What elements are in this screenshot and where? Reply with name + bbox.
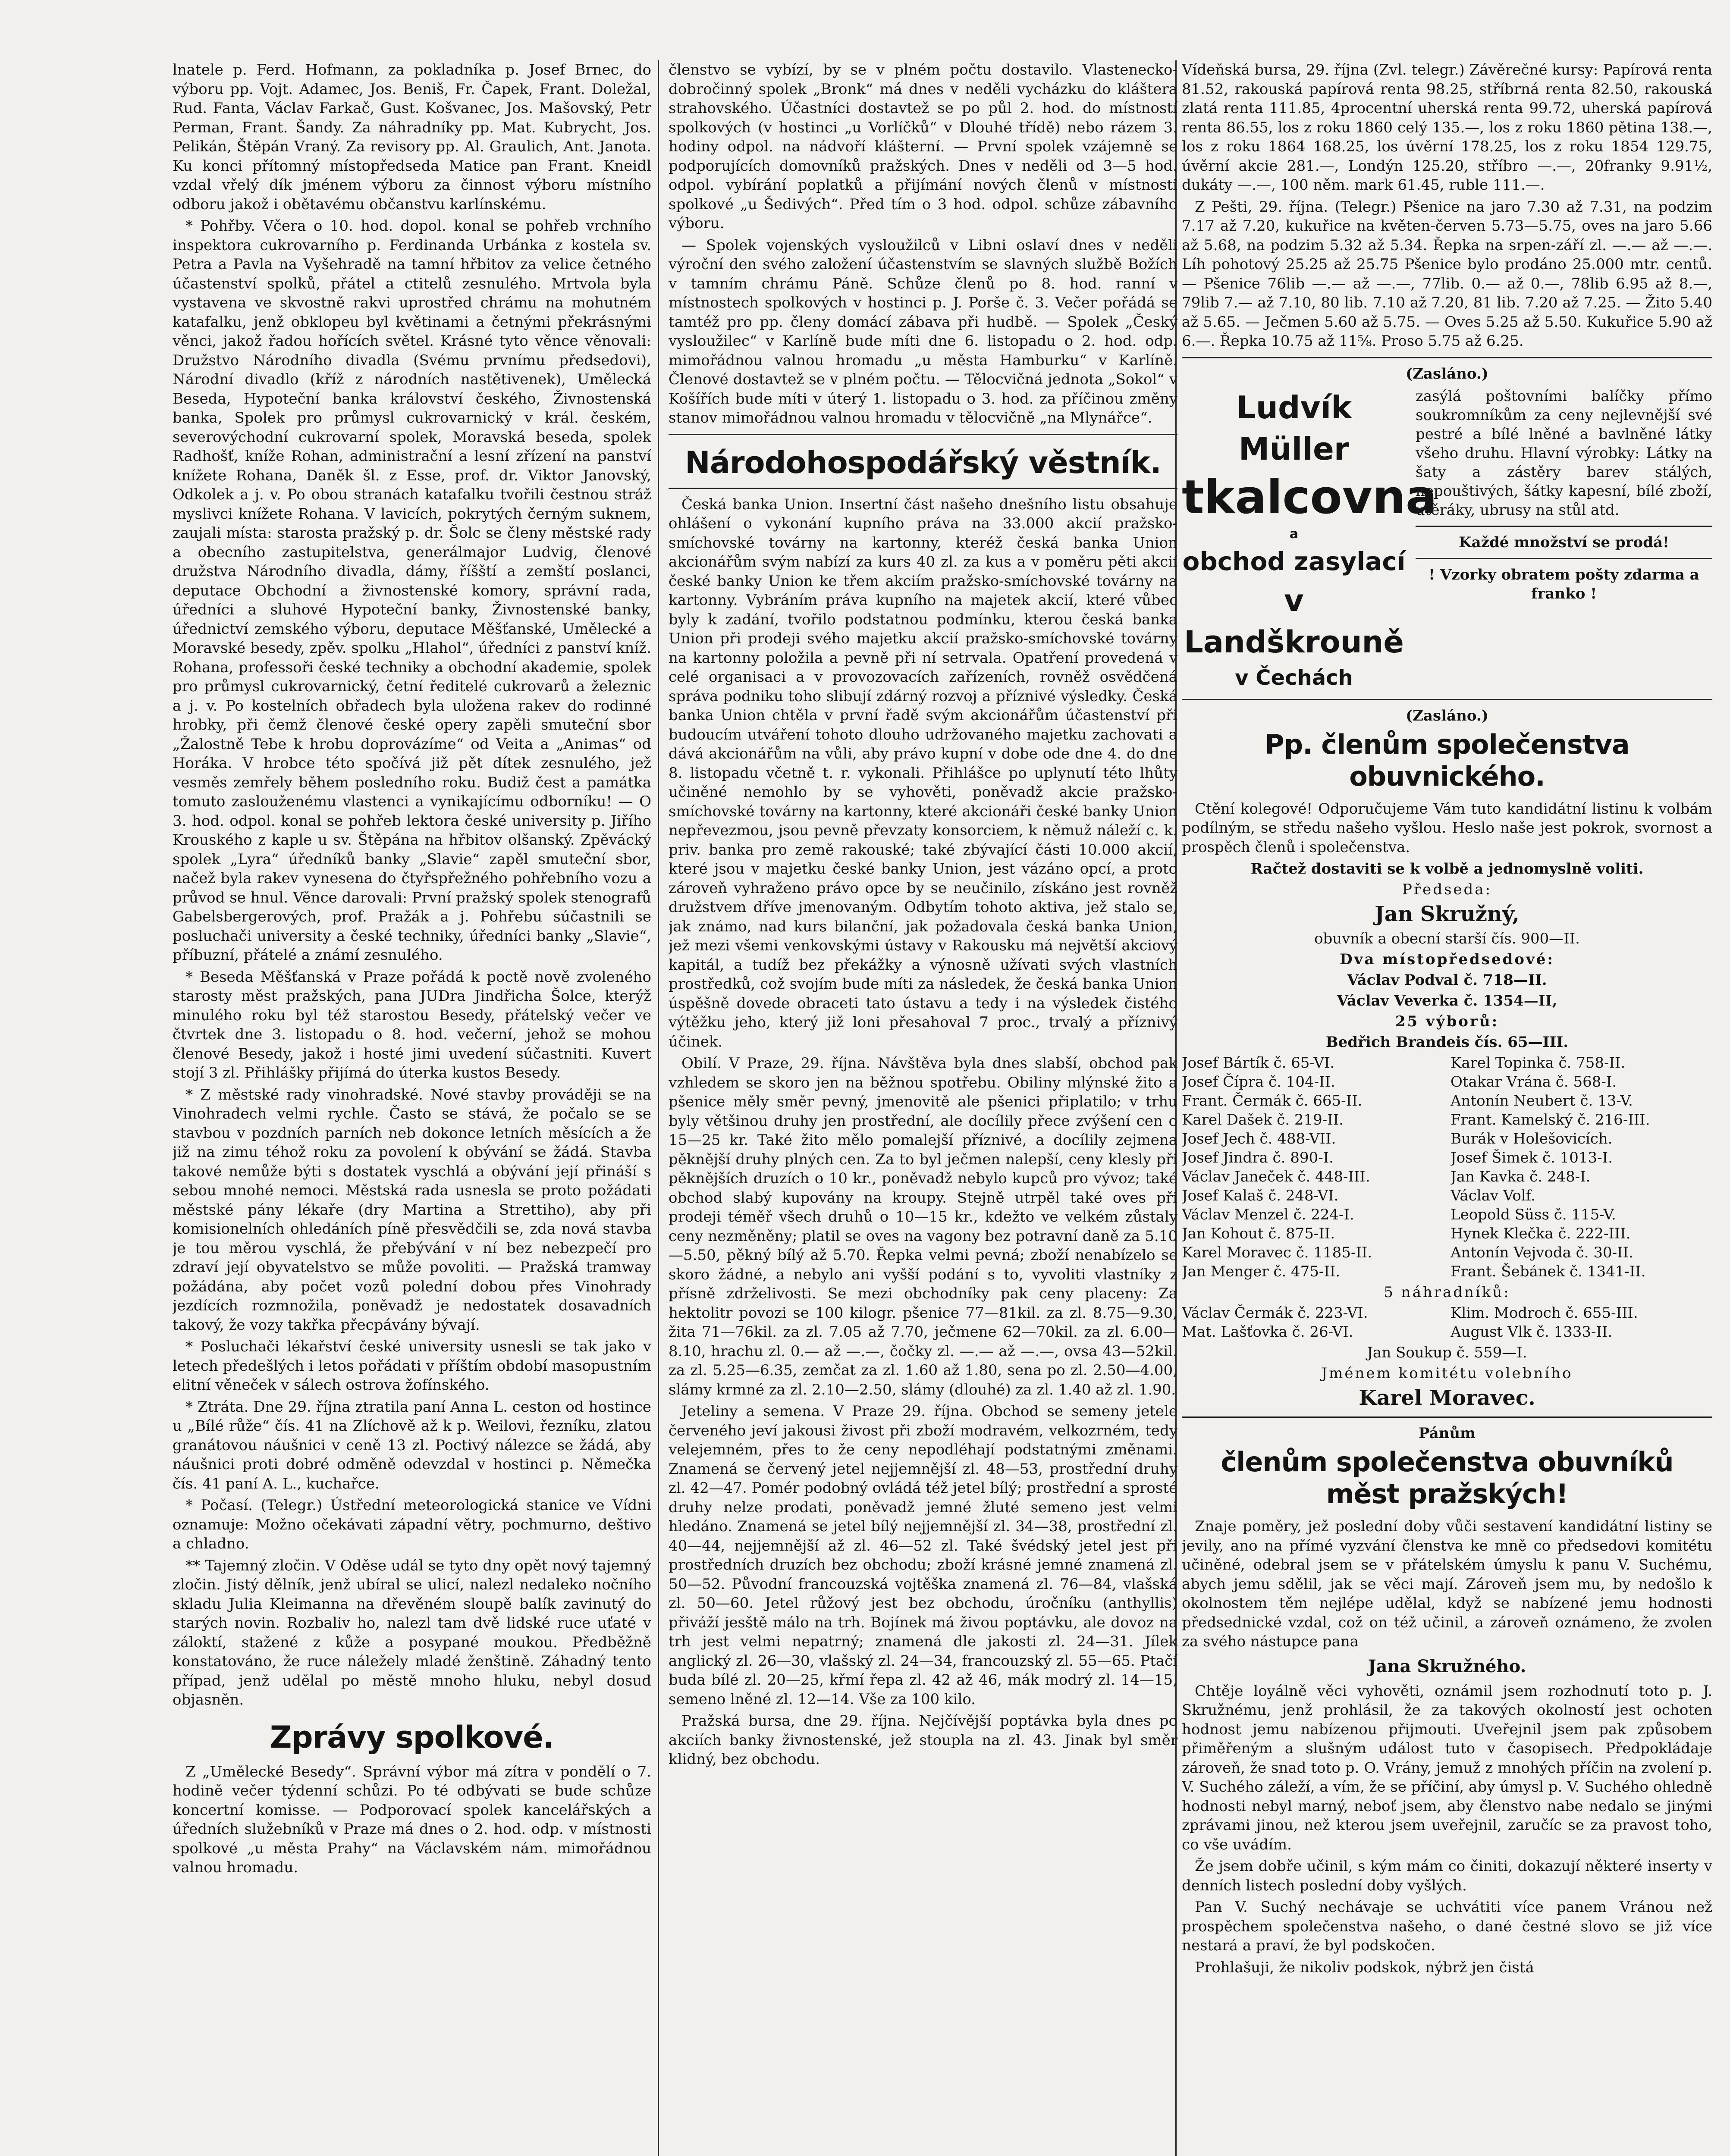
ad-weaving-mill: tkalcovna [1182, 470, 1437, 524]
chair-detail: obuvník a obecní starší čís. 900—II. [1314, 930, 1580, 947]
candidate-name: Josef Čípra č. 104-II. [1182, 1073, 1335, 1091]
substitute-last: Jan Soukup č. 559—I. [1367, 1344, 1527, 1361]
candidate-name: Klim. Modroch č. 655-III. [1451, 1304, 1638, 1322]
candidate-name: Antonín Neubert č. 13-V. [1451, 1092, 1633, 1109]
divider [1182, 1416, 1712, 1418]
candidate-name: Josef Jindra č. 890-I. [1182, 1149, 1334, 1166]
candidate-name: Josef Bártík č. 65-VI. [1182, 1054, 1335, 1072]
divider [1416, 558, 1712, 559]
paragraph-banka-union: Česká banka Union. Insertní část našeho dnešního listu obsahuje ohlášení o vykonání kupního práva na 33.000 akcií pražsko-smíchovské továrny na kartonny, kteréž česká banka Union akcionářům svým nabízí za kurs 40 zl. za kus a v poměru pěti akcií české banky Union ke třem akciím pražsko-smíchovské továrny na kartonny. Vybráním práva kupního na majetek akcií, které vůbec byly k zadání, tvořilo podstatnou podmínku, kterou česká banka Union při prodeji svého majetku akcií pražsko-smíchovské továrny na kartonny položila a pevně při ní setrvala. Opatření provedená v celé organisaci a v provozovacích zařízeních, rovněž osvědčená správa podniku toho slibují zdárný rozvoj a příznivé výsledky. Česká banka Union chtěla v první řadě svým akcionářům účastenství při budoucím utváření tohoto dlouho udržovaného majetku zachovati a dává akcionářům na vůli, aby právo kupní v dobe ode dne 4. do dne 8. listopadu včetně t. r. vykonali. Přihlášce po uplynutí této lhůty učiněné nemohlo by se vyhověti, poněvadž akcie pražsko-smíchovské továrny na kartonny, které akcionáři české banky Union nepřevezmou, jsou pevně převzaty konsorciem, k němuž náleží c. k. priv. banka pro země rakouské; také zbývající části 10.000 akcií, které jsou v majetku české banky Union, jest vázáno opcí, a proto zároveň vyhraženo právo opce by se neučinilo, získáno jest rovněž družstvem dříve jmenovaným. Odbytím tohoto aktiva, jež stalo se, jak známo, nad kurs bilanční, jak požadovala česká banka Union, jež mezi všemi venkovskými ústavy v Rakousku má největší akciový kapitál, a tudíž bez překážky a výnosně užívati svých vlastních prostředků, což svojím bude míti za následek, že česká banka Union úspěšně dovede obraceti tato ústavu a tedy i na výsledek čistého výtěžku jeho, který již loni přesahoval 7 proc., trvalý a příznivý účinek. [669, 495, 1177, 1050]
second-appeal-paragraph: Chtěje loyálně věci vyhověti, oznámil jsem rozhodnutí toto p. J. Skružnému, jenž prohlásil, že za takových okolností jest ochoten hodnost jemu nabízenou přijmouti. Uveřejnil jsem pak způsobem přiměřeným a slušným událost tuto v časopisech. Předpokládaje zároveň, že snad toto p. O. Vrány, jemuž z mnohých příčin na zvolení p. V. Suchého záleží, a vím, že se příčiní, aby úmysl p. V. Suchého ohledně hodnosti nebyl marný, neboť jsem, aby členstvo nabe nedalo se jinými zprávami jinou, než kterou jsem uveřejnil, zaručíc se za pravost toho, co vše uvádím. [1182, 1682, 1712, 1853]
column-middle [669, 60, 1177, 2156]
vice-chair-1: Václav Podval č. 718—II. [1347, 971, 1547, 989]
ad-company-name: Ludvík Müller [1236, 389, 1352, 467]
ad-conjunction: a [1289, 526, 1299, 542]
candidate-name: Václav Menzel č. 224-I. [1182, 1206, 1354, 1223]
paragraph-pest-exchange: Z Pešti, 29. října. (Telegr.) Pšenice na jaro 7.30 až 7.31, na podzim 7.17 až 7.20, kukuřice na květen-červen 5.73—5.75, oves na jaro 5.66 až 5.68, na podzim 5.32 až 5.34. Řepka na srpen-září zl. —.— až —.—. Líh pohotový 25.25 až 25.75 Pšenice bylo prodáno 25.000 mtr. centů. — Pšenice 76lib —.— až —.—, 77lib. 0.— až 0.—, 78lib 6.95 až 8.—, 79lib 7.— až 7.10, 80 lib. 7.10 až 7.20, 81 lib. 7.20 až 7.25. — Žito 5.40 až 5.65. — Ječmen 5.60 až 5.75. — Oves 5.25 až 5.50. Kukuřice 5.90 až 6.—. Řepka 10.75 až 11⅝. Proso 5.75 až 6.25. [1182, 198, 1712, 350]
candidate-name: Václav Janeček č. 448-III. [1182, 1168, 1370, 1185]
candidate-name: Otakar Vrána č. 568-I. [1451, 1073, 1617, 1091]
second-appeal-paragraph: Že jsem dobře učinil, s kým mám co činiti, dokazují některé inserty v denních listech poslední doby vyšlých. [1182, 1858, 1712, 1894]
candidate-name: Mat. Lašťovka č. 26-VI. [1182, 1323, 1353, 1341]
substitutes-list [1182, 1304, 1712, 1341]
paragraph-umelecka-beseda: Z „Umělecké Besedy“. Správní výbor má zítra v pondělí o 7. hodině večer týdenní schůzi. Po té odbývati se bude schůze koncertní komisse. — Podporovací spolek kancelářských a úředních služebníků v Praze má dnes o 2. hod. odp. v místnosti spolkové „u města Prahy“ na Václavském nám. mimořádnou valnou hromadu. [173, 1763, 651, 1876]
candidate-name: Jan Kohout č. 875-II. [1182, 1225, 1335, 1242]
paragraph-loss: * Ztráta. Dne 29. října ztratila paní Anna L. ceston od hostince u „Bílé růže“ čís. 41 na Zlíchově až k p. Weilovi, řezníku, zlatou granátovou náušnici v ceně 13 zl. Poctivý nálezce se žádá, aby náušnici proti dobré odměně odevzdal v hostinci p. Němečka čís. 41 paní A. L., kuchařce. [173, 1398, 651, 1492]
chair-label: Předseda: [1402, 881, 1492, 898]
members-head: Bedřich Brandeis čís. 65—III. [1325, 1034, 1569, 1051]
advertisement-muller [1182, 387, 1712, 693]
section-heading-economic-bulletin: Národohospodářský věstník. [685, 445, 1161, 480]
paragraph-mysterious-crime: ** Tajemný zločin. V Oděse udál se tyto dny opět nový tajemný zločin. Jistý dělník, jenž ubíral se ulicí, nalezl nedaleko nočního skladu Julia Kleimanna na dřevěném sloupě balík zavinutý do starých novin. Rozbaliv ho, nalezl tam dvě lidské ruce uťaté v záloktí, stažené z kůže a posypané moukou. Předběžně konstatováno, že ruce náležely mladé ženštině. Záhadný tento případ, jenž udělal po městě mnoho hluku, nebyl dosud objasněn. [173, 1557, 651, 1708]
divider [669, 488, 1177, 489]
candidate-name: Frant. Čermák č. 665-II. [1182, 1092, 1363, 1109]
candidate-name: Karel Moravec č. 1185-II. [1182, 1244, 1372, 1261]
candidate-name: Jan Menger č. 475-II. [1182, 1263, 1341, 1280]
zaslano-label: (Zasláno.) [1406, 707, 1488, 724]
candidate-name: Jan Kavka č. 248-I. [1451, 1168, 1591, 1185]
candidate-name: Frant. Kamelský č. 216-III. [1451, 1111, 1650, 1128]
chair-name: Jan Skružný, [1375, 902, 1520, 926]
ad-text-block [1416, 387, 1712, 693]
second-appeal-paragraph: Pan V. Suchý nechávaje se uchvátiti více panem Vránou než prospěchem společenstva našeho, o dané čestné slovo se již více nestará a praví, že byl podskočen. [1182, 1899, 1712, 1954]
candidate-name: Josef Kalaš č. 248-VI. [1182, 1187, 1339, 1204]
vice-chair-2: Václav Veverka č. 1354—II, [1337, 992, 1557, 1009]
second-appeal-heading: členům společenstva obuvníků měst pražských! [1221, 1446, 1673, 1510]
appeal-text: Ctění kolegové! Odporučujeme Vám tuto kandidátní listinu k volbám podílným, se středu našeho vyšlou. Heslo naše jest pokrok, svornost a prospěch členů i společenstva. [1182, 800, 1712, 856]
section-heading-society-news: Zprávy spolkové. [270, 1719, 554, 1755]
zaslano-label: (Zasláno.) [1406, 365, 1488, 382]
paragraph-clover-seeds: Jeteliny a semena. V Praze 29. října. Obchod se semeny jetele červeného jeví jakousi živost při zboží modravém, velkozrném, tedy velejemném, přes to že ceny nepodléhají podstatnými změnami. Znamená se červený jetel nejjemnější zl. 48—53, prostřední druhy zl. 42—47. Pomér podobný ovládá též jetel bílý; prostřední a sprosté druhy nelze prodati, poněvadž jemné žluté semeno jest velmi hledáno. Znamená se jetel bílý nejjemnější zl. 34—38, prostřední zl. 40—44, nejjemnější až zl. 46—52 zl. Také švédský jetel jest při prostředních druzích bez obchodu; zboží krásné jemné znamená zl. 50—52. Původní francouzská vojtěška znamená zl. 76—84, vlašská zl. 50—60. Jetel růžový jest bez obchodu, úročníku (anthyllis) přiváží jesště málo na trh. Bojínek má živou poptávku, ale dovoz na trh jest velmi nepatrný; znamená dle jakosti zl. 24—31. Jílek anglický zl. 26—30, vlašský zl. 24—34, francouzský zl. 55—65. Ptačí buda bílé zl. 20—25, křmí řepa zl. 42 až 46, mák modrý zl. 14—15, semeno lněné zl. 12—14. Vše za 100 kilo. [669, 1403, 1177, 1708]
paragraph-society-notices: členstvo se vybízí, by se v plném počtu dostavilo. Vlastenecko-dobročinný spolek „Bronk“ má dnes v neděli vycházku do kláštera strahovského. Účastníci dostavtež se po půl 2. hod. do místností spolkových (v hostinci „u Vorlíčků“ v Dlouhé třídě) nebo rázem 3. hodiny odpol. na nádvoří klášterní. — První spolek vzájemně se podporujících domovníků pražských. Dnes v neděli od 3—5 hod. odpol. vybírání poplatků a přijímání nových členů v místnosti spolkové „u Šedivých“. Před tím o 3 hod. odpol. schůze zábavního výboru. [669, 61, 1177, 232]
ad-city: v Landškrouně [1184, 583, 1404, 660]
salutation: Pánům [1418, 1425, 1476, 1442]
appeal-heading: Pp. členům společenstva obuvnického. [1265, 728, 1630, 792]
paragraph-prague-exchange: Pražská bursa, dne 29. října. Nejčívější poptávka byla dnes po akciích banky živnostenské, jež stoupla na zl. 43. Jinak byl směr klidný, bez obchodu. [669, 1712, 1177, 1768]
candidate-name: Josef Šimek č. 1013-I. [1451, 1149, 1613, 1166]
ad-line-samples: ! Vzorky obratem pošty zdarma a franko ! [1429, 566, 1699, 602]
paragraph-vinohrady-council: * Z městské rady vinohradské. Nové stavby prováději se na Vinohradech velmi rychle. Často se stává, že počalo se se stavbou v pozdních parních neb dokonce letních měsících a že již na zimu téhož roku za povolení k obývání se žádá. Stavba takové nemůže býti s dostatek vyschlá a obývání její přináší s sebou mnohé nemoci. Městská rada usnesla se proto požádati městské pány lékaře (dry Martina a Strettiho), aby při komisionelních ohledáních píně přesvědčili se, zda nová stavba je tou měrou vyschlá, že přebývání v ní bez nebezpečí pro zdraví její obyvatelstvo se může povoliti. — Pražská tramway požádána, aby počet vozů polední dobou přes Vinohrady jezdících rozmnožila, poněvadž je nedostatek dosavadních takový, že vozy takřka přecpávány bývají. [173, 1086, 651, 1334]
second-appeal-paragraph: Znaje poměry, jež poslední doby vůči sestavení kandidátní listiny se jevily, ano na přímé vyzvání členstva ke mně co předsedovi komitétu učiněné, odebral jsem se v přátelském úmyslu k panu V. Suchému, abych jemu sdělil, jak se věci mají. Zároveň jsem mu, by nedošlo k okolnostem těm nejlépe udělal, když se nabízené jemu hodnosti předsednické vzdal, což on též učinil, a zároveň oznámeno, že zvolen za svého nástupce pana [1182, 1518, 1712, 1650]
paragraph-weather: * Počasí. (Telegr.) Ústřední meteorologická stanice ve Vídni oznamuje: Možno očekávati západní větry, pochmurno, deštivo a chladno. [173, 1497, 651, 1552]
paragraph-veterans: — Spolek vojenských vysloužilců v Libni oslaví dnes v neděli výroční den svého založení účastenstvím se slavných službě Božích v tamním chrámu Páně. Schůze členů po 8. hod. ranní v místnostech spolkových v hostinci p. J. Porše č. 3. Večer pořádá se tamtéž pro pp. členy domácí zábava při hudbě. — Spolek „Český vysloužilec“ v Karlíně bude míti dne 6. listopadu o 2. hod. odp. mimořádnou valnou hromadu „u města Hamburku“ v Karlíně. Členové dostavtež se v plném počtu. — Tělocvičná jednota „Sokol“ v Košířích bude míti v úterý 1. listopadu o 3. hod. za příčinou změny stanov mimořádnou valnou hromadu v tělocvičně „na Mlynářce“. [669, 236, 1177, 426]
vice-label: Dva místopředsedové: [1340, 951, 1554, 968]
paragraph-matice-committee: lnatele p. Ferd. Hofmann, za pokladníka p. Josef Brnec, do výboru pp. Vojt. Adamec, Jos. Beniš, Fr. Čapek, Frant. Doležal, Rud. Fanta, Václav Farkač, Gust. Košvanec, Jos. Mašovský, Petr Perman, Frant. Šandy. Za náhradníky pp. Mat. Kubrycht, Jos. Pelikán, Štěpán Vraný. Za revisory pp. Al. Graulich, Ant. Janota. Ku konci přítomný místopředseda Matice pan Frant. Kneidl vzdal vřelý dík jménem výboru za činnost výboru místního odboru jakož i obětavému občanstvu karlínskému. [173, 61, 651, 213]
members-label: 25 výborů: [1395, 1013, 1499, 1030]
column-left [173, 60, 651, 2156]
column-right [1182, 60, 1712, 2156]
paragraph-vienna-exchange: Vídeňská bursa, 29. října (Zvl. telegr.) Závěrečné kursy: Papírová renta 81.52, rakouská papírová renta 98.25, stříbrná renta 82.50, rakouská zlatá renta 111.85, 4procentní uherská renta 99.72, uherská papírová renta 86.55, los z roku 1860 celý 135.—, los z roku 1860 pětina 138.—, los z roku 1864 168.25, los úvěrní 178.25, los z roku 1854 129.75, úvěrní akcie 281.—, Londýn 125.20, stříbro —.—, 20franky 9.91½, dukáty —.—, 100 něm. mark 61.45, ruble 111.—. [1182, 61, 1712, 194]
divider [1416, 526, 1712, 527]
paragraph-funerals: * Pohřby. Včera o 10. hod. dopol. konal se pohřeb vrchního inspektora cukrovarního p. Ferdinanda Urbánka z kostela sv. Petra a Pavla na Vyšehradě na tamní hřbitov za velice četného účastenství spolků, přátel a ctitelů zesnulého. Mrtvola byla vystavena ve skvostně rakvi uprostřed chrámu na mohutném katafalku, jenž obklopeu byl květinami a četnými překrásnými věnci, jakož řadou hořících světel. Krásné tyto věnce věnovali: Družstvo Národního divadla (Svému prvnímu předsedovi), Národní divadlo (kříž z národních nastětivenek), Umělecká Beseda, Hypoteční banka království českého, Živnostenská banka, Spolek pro průmysl cukrovarnický v král. českém, severovýchodní cukrovarní spolek, Moravská beseda, spolek Radhošť, kníže Rohan, administrační a lesní zřízení na panství knížete Rohana, Daněk šl. z Esse, prof. dr. Viktor Janovský, Odkolek a j. v. Po obou stranách katafalku tvořili čestnou stráž myslivci knížete Rohana. V lavicích, pokrytých černým suknem, zaujali místa: starosta pražský p. dr. Šolc se členy městské rady a obecního zastupitelstva, generálmajor Ludvig, členové družstva Národního divadla, dámy, říšští a zemští poslanci, deputace Obchodní a živnostenské komory, správní rada, úředníci a sluhové Hypoteční banky, Živnostenské banky, úřednictví zemského výboru, deputace Měšťanské, Umělecké a Moravské besedy, zpěv. spolku „Hlahol“, úředníci z panství kníž. Rohana, professoři české techniky a obchodní akademie, spolek pro průmysl cukrovarnický, četní ředitelé cukrovarů a železnic a j. v. Po kostelních obřadech byla uložena rakev do rodinné hrobky, při čemž členové české opery zapěli smuteční sbor „Žalostně Tebe k hrobu doprovázíme“ od Veita a „Animas“ od Horáka. V hrobce této spočívá již pět dítek zesnulého, jež vesměs zemřely během posledního roku. Budiž čest a památka tomuto zaslouženému vlastenci a vynikajícímu odborníku! — O 3. hod. odpol. konal se pohřeb lektora české university p. Jiřího Krouského z kaple u sv. Štěpána na hřbitov olšanský. Zpěvácký spolek „Lyra“ úředníků banky „Slavie“ zapěl smuteční sbor, načež byla rakev vynesena do čtyřspřežného pohřebního vozu a průvod se hnul. Věnce darovali: První pražský spolek stenografů Gabelsbergerových, prof. Pražák a j. Pohřebu súčastnili se posluchači university a české techniky, úředníci banky „Slavie“, příbuzní, přátelé a známí zesnulého. [173, 217, 651, 964]
members-list [1182, 1053, 1712, 1281]
committee-name: Karel Moravec. [1359, 1386, 1535, 1410]
substitutes-label: 5 náhradníků: [1384, 1284, 1510, 1301]
candidate-name: Burák v Holešovicích. [1451, 1130, 1613, 1147]
divider [669, 434, 1177, 435]
candidate-name: August Vlk č. 1333-II. [1451, 1323, 1613, 1341]
divider [1182, 699, 1712, 700]
second-appeal-paragraph: Prohlašuji, že nikoliv podskok, nýbrž jen čistá [1195, 1959, 1534, 1976]
candidate-name: Václav Volf. [1451, 1187, 1535, 1204]
column-rule [658, 60, 659, 2156]
ad-country: v Čechách [1235, 665, 1353, 690]
candidate-name: Karel Topinka č. 758-II. [1451, 1054, 1626, 1072]
candidate-name: Karel Dašek č. 219-II. [1182, 1111, 1344, 1128]
committee-label: Jménem komitétu volebního [1321, 1365, 1573, 1382]
ad-logo-block [1182, 387, 1437, 693]
paragraph-grain: Obilí. V Praze, 29. října. Návštěva byla dnes slabší, obchod pak vzhledem se skoro jen na běžnou spotřebu. Obiliny mlýnské žito a pšenice měly směr pevný, jmenovitě ale pšenici připlatilo; v trhu byly většinou druhy jen prostřední, ale docílily přece zvýšení cen o 15—25 kr. Také žito mělo pomalejší příznivé, a docílily zejmena pěknější druhy plných cen. Za to byl ječmen nalepší, ceny klesly při pěknějších druzích o 10 kr., poněvadž nebylo kupců pro vývoz; také obchod slabý kupovány na kroupy. Stejně utrpěl také oves při prodeji téměř všech druhů o 10—15 kr., kdežto ve velkém zůstaly ceny nezměněny; platil se oves na vagony bez potravní daně za 5.10—5.50, pěkný bílý až 5.70. Řepka velmi pevná; zboží nenabízelo se skoro žádné, a nebylo ani vyšší podání s to, vyvoliti vlastníky z přísně zdrželivosti. Se mezi obchodníky pak ceny placeny: Za hektolitr povozi se 100 kilogr. pšenice 77—81kil. za zl. 8.75—9.30, žita 71—76kil. za zl. 7.05 až 7.70, ječmene 62—70kil. za zl. 6.00—8.10, hrachu zl. 0.— až —.—, čočky zl. —.— až —.—, ovsa 43—52kil. za zl. 5.25—6.35, zemčat za zl. 1.60 až 1.80, sena po zl. 2.50—4.00, slámy krmné za zl. 2.10—2.50, slámy (dlouhé) za zl. 1.40 až zl. 1.90. [669, 1055, 1177, 1398]
candidate-name: Frant. Šebánek č. 1341-II. [1451, 1263, 1646, 1280]
ad-line-quantity: Každé množství se prodá! [1459, 533, 1669, 551]
second-appeal-name: Jana Skružného. [1368, 1656, 1526, 1677]
divider [1182, 357, 1712, 358]
ad-mail-order: obchod zasylací [1182, 546, 1406, 576]
paragraph-medical-students: * Posluchači lékařství české university usnesli se tak jako v letech předešlých i letos pořádati v příštím období masopustním elitní věneček v sálech ostrova žofínského. [173, 1338, 651, 1394]
candidate-name: Antonín Vejvoda č. 30-II. [1451, 1244, 1633, 1261]
candidate-name: Hynek Klečka č. 222-III. [1451, 1225, 1631, 1242]
ad-body: zasýlá poštovními balíčky přímo soukromníkům za ceny nejlevnější své pestré a bílé lněné a bavlněné látky všeho druhu. Hlavní výrobky: Látky na šaty a zástěry barev stálých, nepouštivých, šátky kapesní, bílé zboží, utěráky, ubrusy na stůl atd. [1416, 387, 1712, 519]
candidate-name: Václav Čermák č. 223-VI. [1182, 1304, 1368, 1322]
appeal-call: Račtež dostaviti se k volbě a jednomyslně voliti. [1250, 860, 1644, 877]
candidate-name: Leopold Süss č. 115-V. [1451, 1206, 1616, 1223]
paragraph-beseda-mestanska: * Beseda Měšťanská v Praze pořádá k poctě nově zvoleného starosty měst pražských, pana JUDra Jindřicha Šolce, kterýž minulého roku byl též starostou Besedy, přátelský večer ve čtvrtek dne 3. listopadu o 8. hod. večerní, jehož se mohou členové Besedy, jakož i hosté jimi uvedení súčastniti. Kuvert stojí 3 zl. Přihlášky přijímá do úterka kustos Besedy. [173, 968, 651, 1081]
candidate-name: Josef Jech č. 488-VII. [1182, 1130, 1336, 1147]
